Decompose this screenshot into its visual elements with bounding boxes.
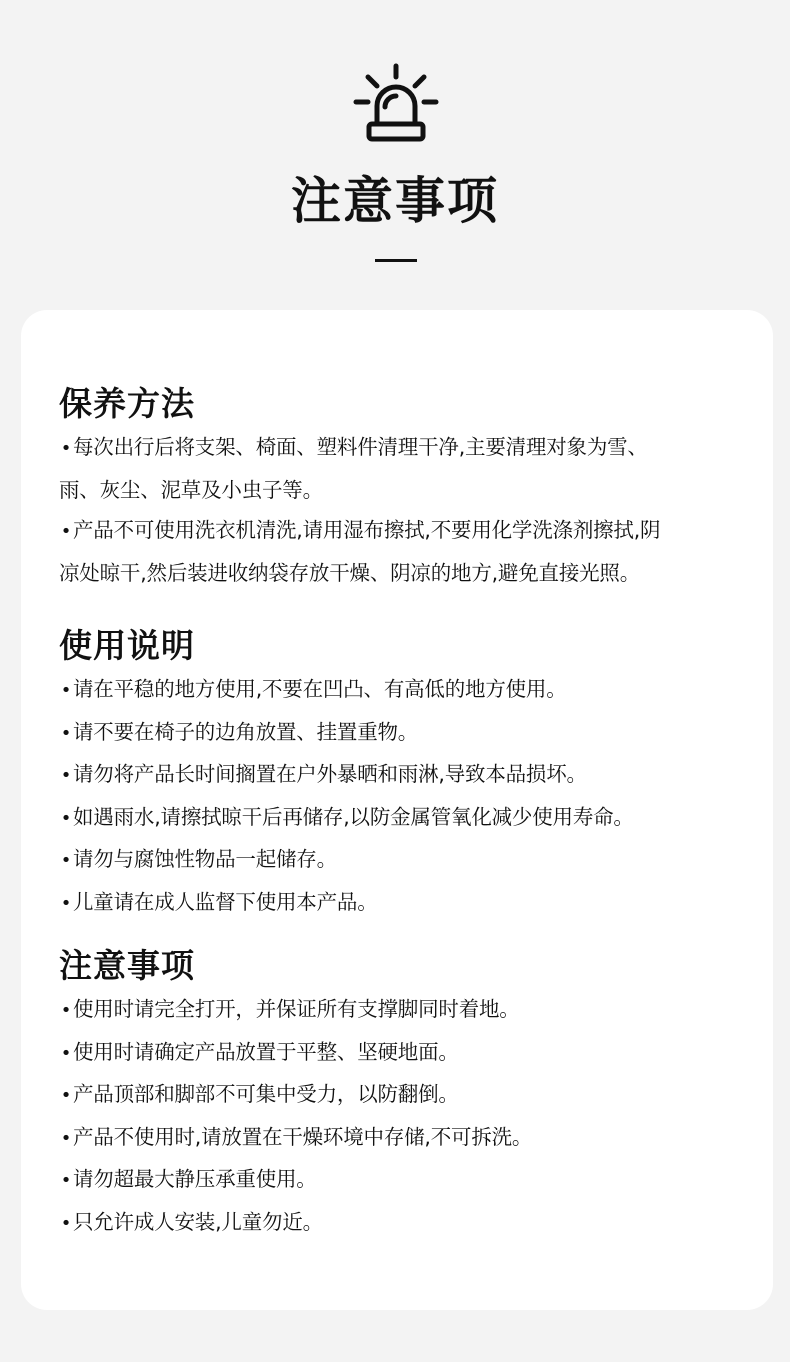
list-item: •请勿将产品长时间搁置在户外暴晒和雨淋,导致本品损坏。 (59, 754, 763, 797)
list-item: •使用时请完全打开，并保证所有支撑脚同时着地。 (59, 989, 763, 1032)
list-item: 凉处晾干,然后装进收纳袋存放干燥、阴凉的地方,避免直接光照。 (59, 560, 641, 585)
bullet-icon: • (60, 680, 72, 701)
list-item: •请在平稳的地方使用,不要在凹凸、有高低的地方使用。 (59, 669, 763, 712)
section-heading: 使用说明 (59, 626, 195, 665)
bullet-icon: • (60, 807, 72, 829)
page-title: 注意事项 (291, 172, 499, 230)
bullet-icon: • (60, 1127, 72, 1149)
section-maintenance (59, 382, 763, 593)
section-precautions (59, 944, 763, 1244)
content-card (21, 310, 773, 1310)
list-item: •请勿超最大静压承重使用。 (59, 1159, 763, 1202)
list-item: •产品不使用时,请放置在干燥环境中存储,不可拆洗。 (59, 1117, 763, 1160)
bullet-icon: • (60, 521, 72, 542)
section-instructions (59, 624, 763, 924)
bullet-icon: • (60, 892, 72, 914)
bullet-icon: • (60, 1170, 72, 1191)
list-item: •儿童请在成人监督下使用本产品。 (59, 882, 763, 925)
bullet-icon: • (60, 1085, 72, 1106)
list-item: •如遇雨水,请擦拭晾干后再储存,以防金属管氧化减少使用寿命。 (59, 797, 763, 840)
list-item: •请勿与腐蚀性物品一起储存。 (59, 839, 763, 882)
alarm-light-icon (353, 62, 439, 144)
list-item: •每次出行后将支架、椅面、塑料件清理干净,主要清理对象为雪、 (59, 427, 763, 470)
bullet-icon: • (60, 1042, 72, 1064)
list-item: 雨、灰尘、泥草及小虫子等。 (59, 477, 323, 502)
list-item: •产品顶部和脚部不可集中受力，以防翻倒。 (59, 1074, 763, 1117)
bullet-icon: • (60, 438, 72, 459)
list-item: •请不要在椅子的边角放置、挂置重物。 (59, 712, 763, 755)
bullet-icon: • (60, 765, 72, 786)
section-heading: 注意事项 (59, 946, 195, 985)
section-heading: 保养方法 (59, 384, 195, 423)
bullet-icon: • (60, 850, 72, 871)
list-item: •使用时请确定产品放置于平整、坚硬地面。 (59, 1032, 763, 1075)
bullet-icon: • (60, 722, 72, 744)
bullet-icon: • (60, 1000, 72, 1021)
bullet-icon: • (60, 1212, 72, 1234)
list-item: •产品不可使用洗衣机清洗,请用湿布擦拭,不要用化学洗涤剂擦拭,阴 (59, 510, 763, 553)
title-divider (375, 259, 417, 262)
list-item: •只允许成人安装,儿童勿近。 (59, 1202, 763, 1245)
